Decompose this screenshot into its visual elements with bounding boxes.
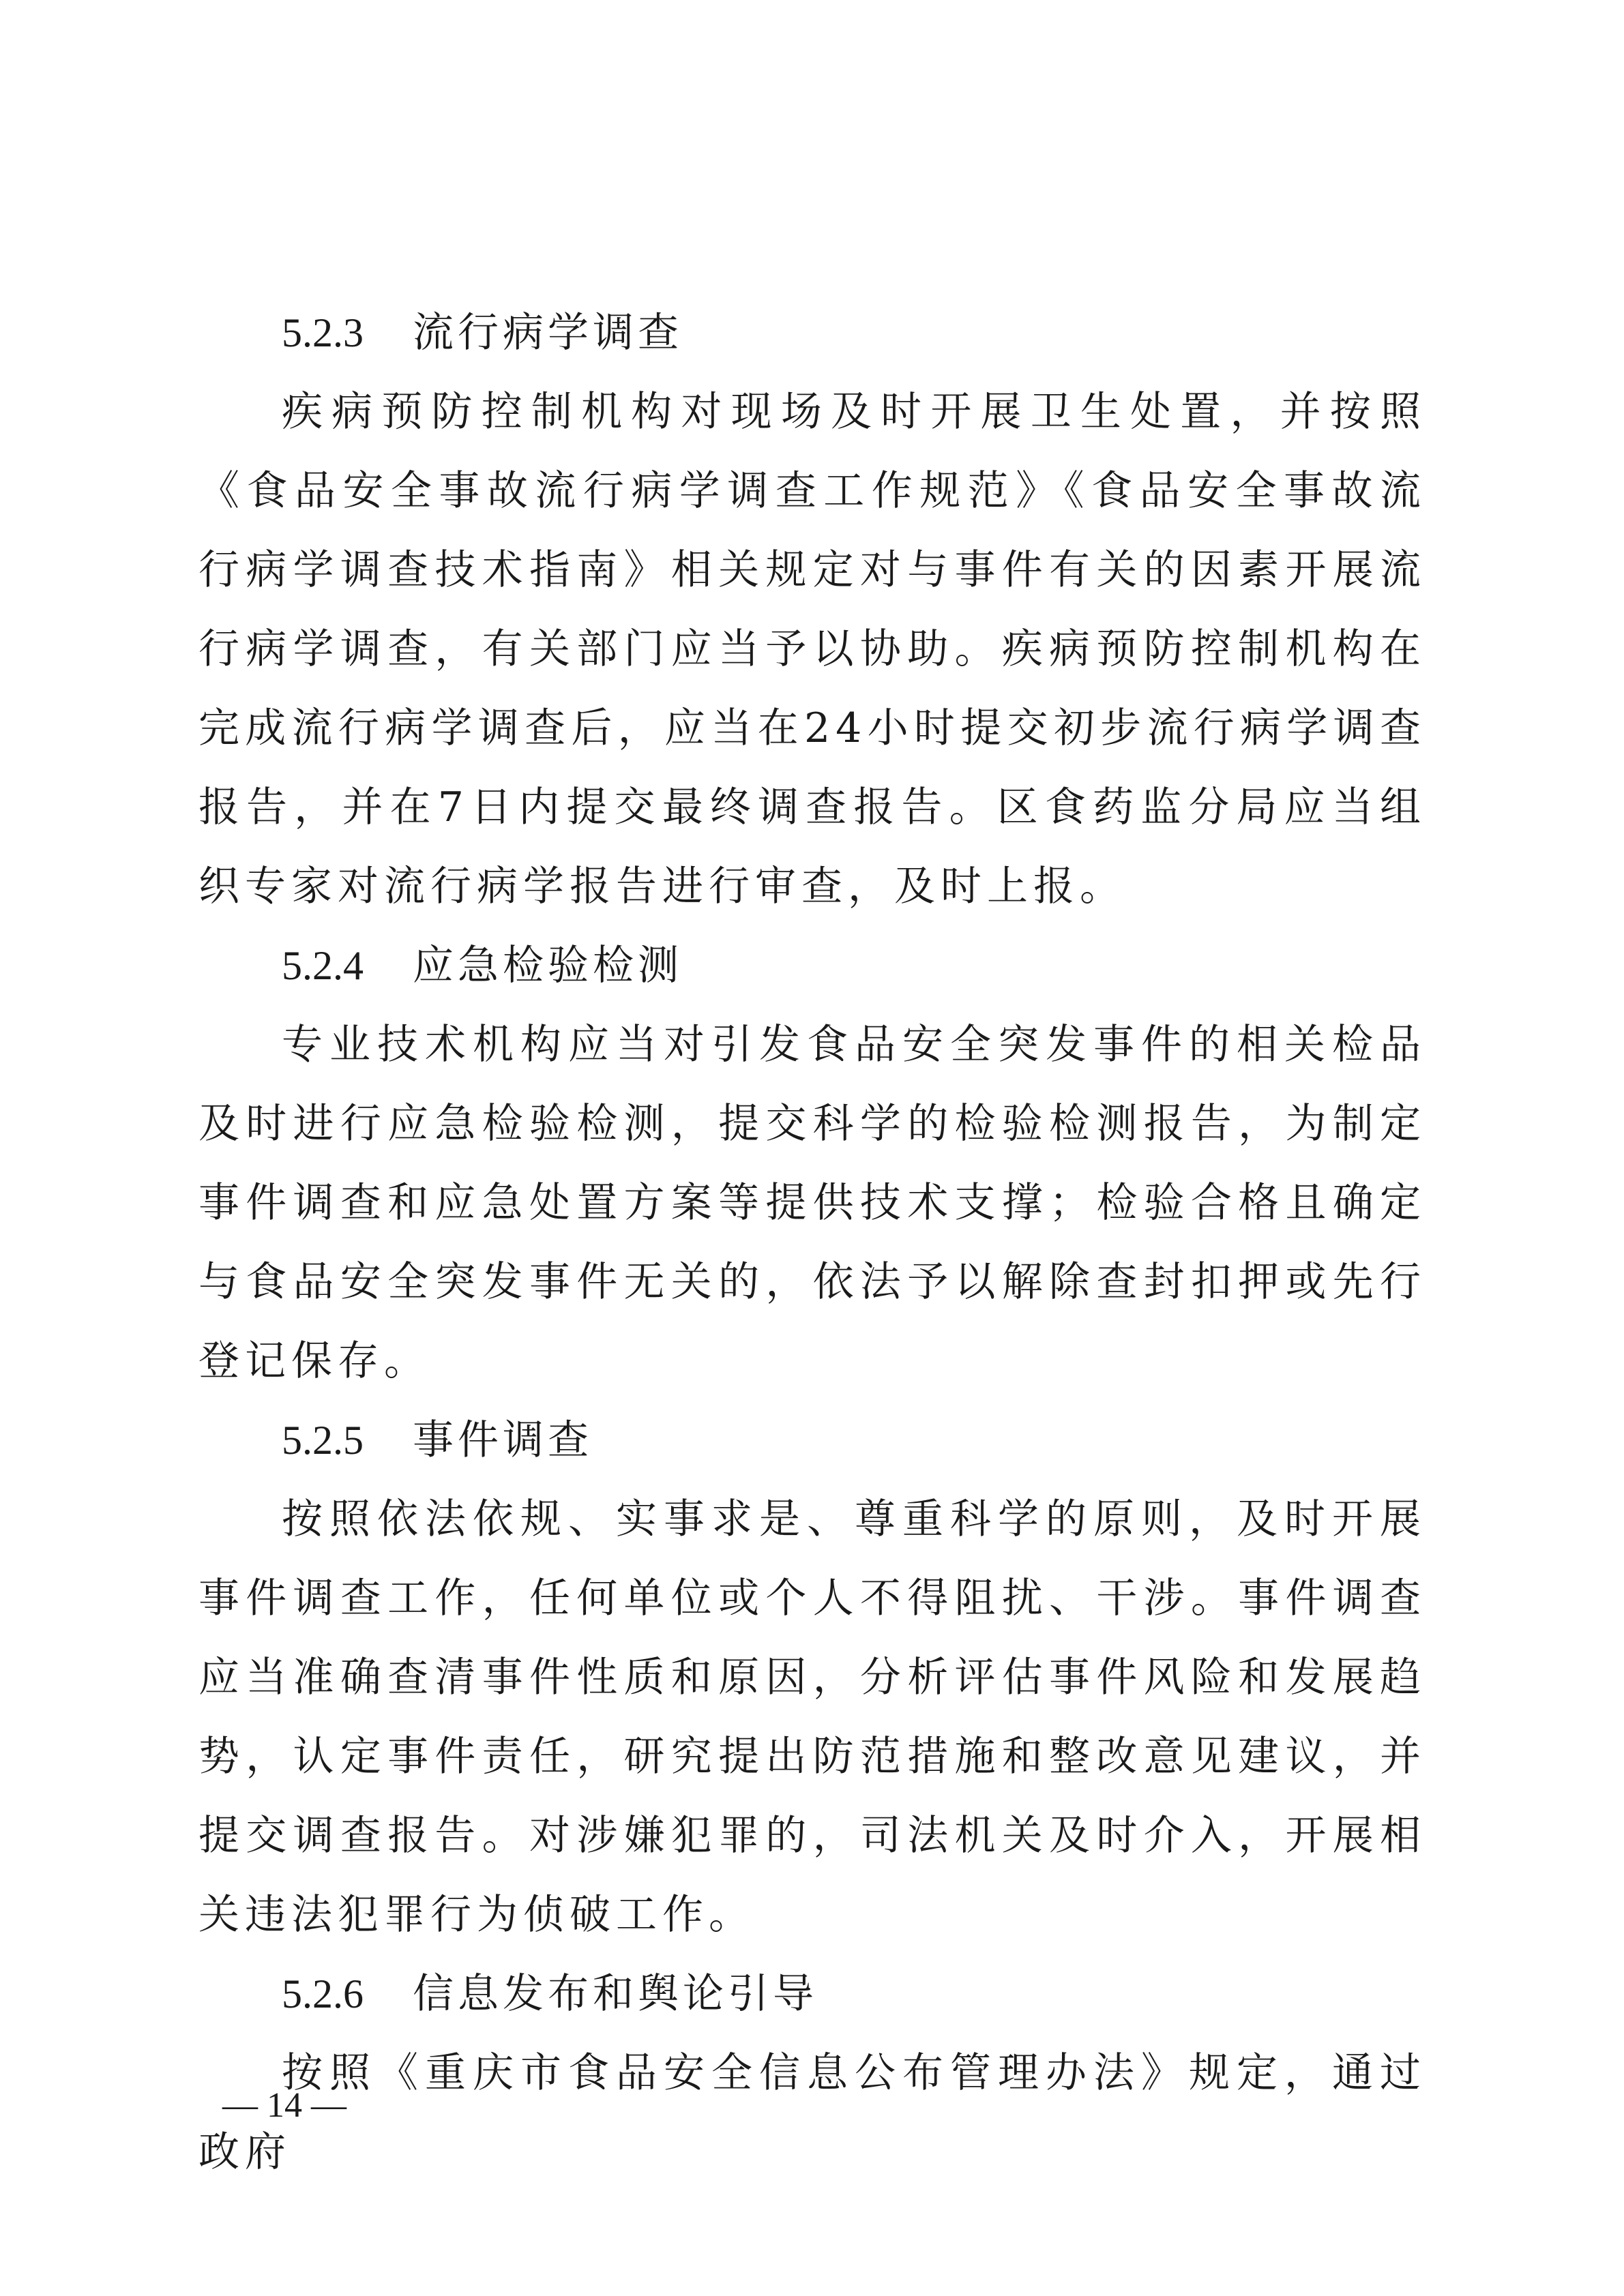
section-number: 5.2.3	[282, 310, 364, 355]
section-paragraph: 按照依法依规、实事求是、尊重科学的原则，及时开展事件调查工作，任何单位或个人不得阻扰、干涉。事件调查应当准确查清事件性质和原因，分析评估事件风险和发展趋势，认定事件责任，研究提出防范措施和整改意见建议，并提交调查报告。对涉嫌犯罪的，司法机关及时介入，开展相关违法犯罪行为侦破工作。	[198, 1495, 1426, 1939]
section-heading-5-2-3	[198, 293, 1426, 372]
section-title: 信息发布和舆论引导	[413, 1970, 818, 2018]
section-title: 事件调查	[413, 1416, 593, 1464]
section-heading-5-2-6	[198, 1954, 1426, 2033]
page-number: — 14 —	[222, 2086, 346, 2125]
section-heading-5-2-5	[198, 1401, 1426, 1480]
section-number: 5.2.5	[282, 1418, 364, 1463]
section-paragraph: 专业技术机构应当对引发食品安全突发事件的相关检品及时进行应急检验检测，提交科学的检验检测报告，为制定事件调查和应急处置方案等提供技术支撑；检验合格且确定与食品安全突发事件无关的，依法予以解除查封扣押或先行登记保存。	[198, 1021, 1426, 1385]
section-number: 5.2.6	[282, 1971, 364, 2016]
page-body	[198, 293, 1426, 2192]
section-number: 5.2.4	[282, 943, 364, 988]
section-paragraph: 按照《重庆市食品安全信息公布管理办法》规定，通过政府	[198, 2049, 1426, 2176]
section-title: 应急检验检测	[413, 942, 683, 989]
section-heading-5-2-4	[198, 926, 1426, 1005]
section-title: 流行病学调查	[413, 309, 683, 357]
section-paragraph: 疾病预防控制机构对现场及时开展卫生处置，并按照《食品安全事故流行病学调查工作规范》《食品安全事故流行病学调查技术指南》相关规定对与事件有关的因素开展流行病学调查，有关部门应当予以协助。疾病预防控制机构在完成流行病学调查后，应当在24小时提交初步流行病学调查报告，并在7日内提交最终调查报告。区食药监分局应当组织专家对流行病学报告进行审查，及时上报。	[198, 388, 1426, 910]
